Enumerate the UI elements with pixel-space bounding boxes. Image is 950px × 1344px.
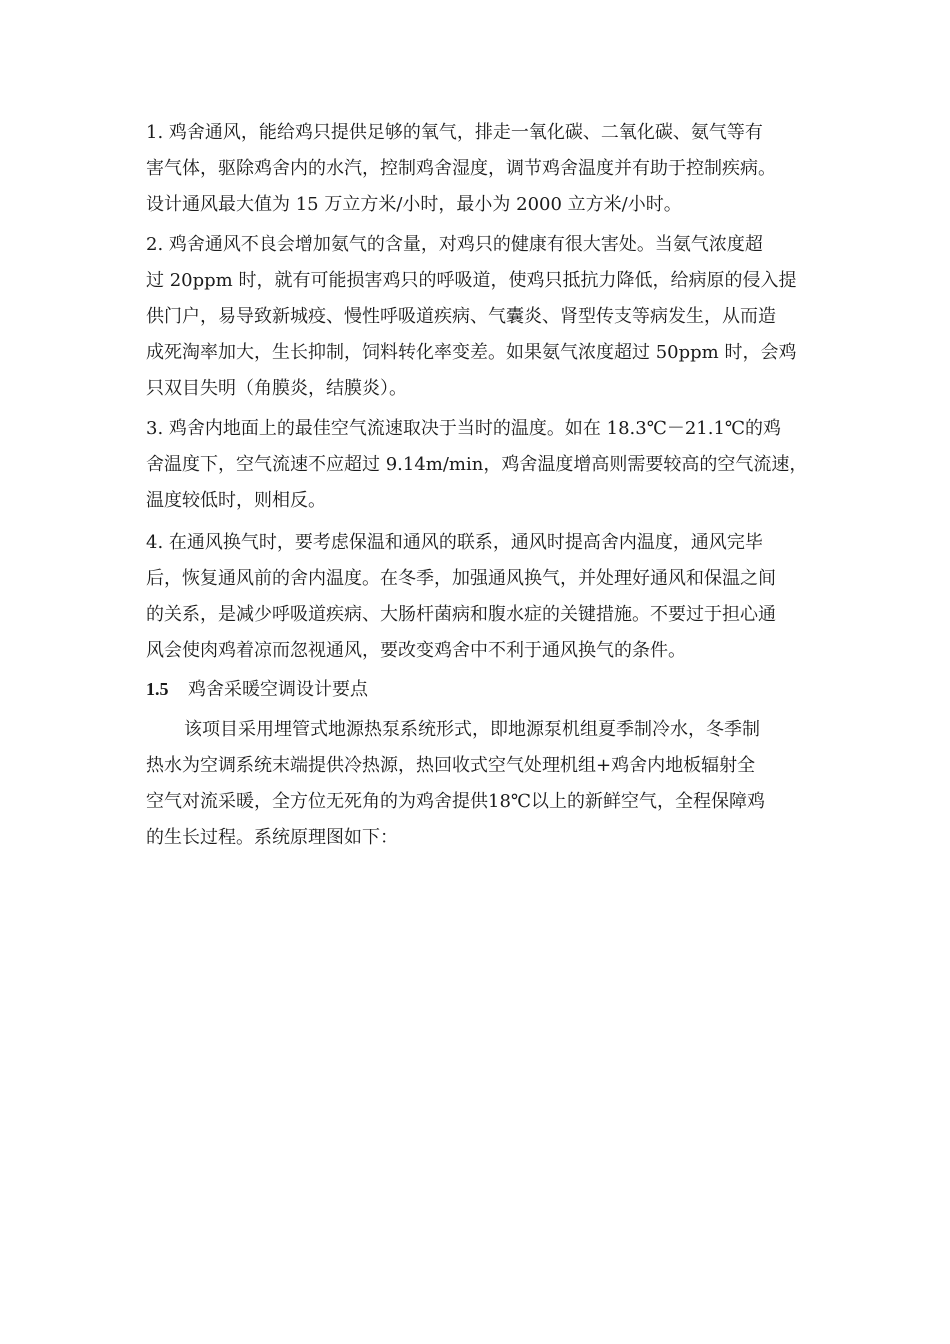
text-line: 1. 鸡舍通风，能给鸡只提供足够的氧气，排走一氧化碳、二氧化碳、氨气等有 (146, 122, 763, 143)
text-line: 3. 鸡舍内地面上的最佳空气流速取决于当时的温度。如在 18.3℃－21.1℃的鸡 (146, 418, 782, 439)
text-line: 供门户，易导致新城疫、慢性呼吸道疾病、气囊炎、肾型传支等病发生，从而造 (146, 306, 776, 327)
text-line: 温度较低时，则相反。 (146, 490, 326, 511)
text-line: 害气体，驱除鸡舍内的水汽，控制鸡舍湿度，调节鸡舍温度并有助于控制疾病。 (146, 158, 776, 179)
text-line: 的关系，是减少呼吸道疾病、大肠杆菌病和腹水症的关键措施。不要过于担心通 (146, 604, 776, 625)
text-line: 设计通风最大值为 15 万立方米/小时，最小为 2000 立方米/小时。 (146, 194, 682, 215)
text-line: 风会使肉鸡着凉而忽视通风，要改变鸡舍中不利于通风换气的条件。 (146, 640, 686, 661)
paragraph-insulation-ventilation (146, 525, 846, 669)
text-line: 空气对流采暖，全方位无死角的为鸡舍提供18℃以上的新鲜空气，全程保障鸡 (146, 791, 766, 812)
text-line: 过 20ppm 时，就有可能损害鸡只的呼吸道，使鸡只抵抗力降低，给病原的侵入提 (146, 270, 797, 291)
text-line: 成死淘率加大，生长抑制，饲料转化率变差。如果氨气浓度超过 50ppm 时，会鸡 (146, 342, 797, 363)
paragraph-ventilation-oxygen (146, 115, 846, 223)
paragraph-ammonia-effects (146, 227, 846, 407)
text-line: 舍温度下，空气流速不应超过 9.14m/min，鸡舍温度增高则需要较高的空气流速， (146, 454, 808, 475)
section-title: 鸡舍采暖空调设计要点 (188, 679, 368, 700)
text-line: 只双目失明（角膜炎，结膜炎）。 (146, 378, 407, 399)
text-line: 后，恢复通风前的舍内温度。在冬季，加强通风换气，并处理好通风和保温之间 (146, 568, 776, 589)
paragraph-heat-pump-system (146, 712, 846, 856)
section-number: 1.5 (146, 679, 169, 699)
text-line: 4. 在通风换气时，要考虑保温和通风的联系，通风时提高舍内温度，通风完毕 (146, 532, 763, 553)
text-line: 的生长过程。系统原理图如下： (146, 827, 398, 848)
paragraph-air-velocity (146, 411, 846, 519)
text-line: 该项目采用埋管式地源热泵系统形式，即地源泵机组夏季制冷水，冬季制 (184, 719, 760, 740)
text-line: 2. 鸡舍通风不良会增加氨气的含量，对鸡只的健康有很大害处。当氨气浓度超 (146, 234, 763, 255)
section-heading (146, 671, 368, 708)
text-line: 热水为空调系统末端提供冷热源，热回收式空气处理机组+鸡舍内地板辐射全 (146, 755, 756, 776)
